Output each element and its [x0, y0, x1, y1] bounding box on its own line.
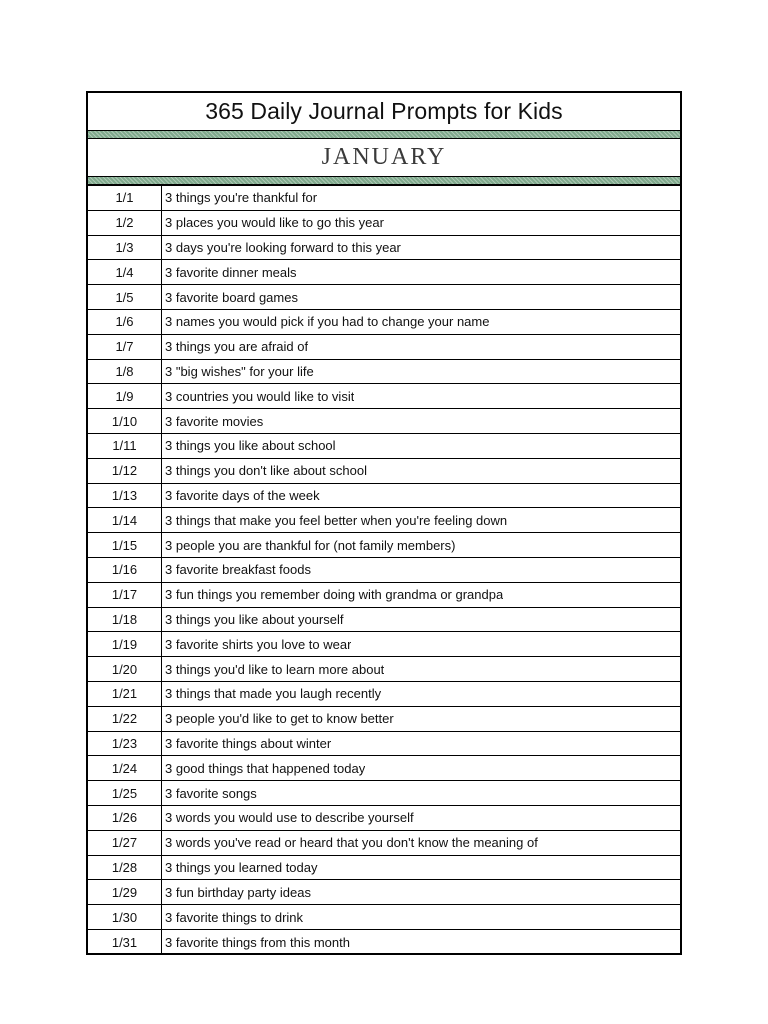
table-row	[88, 310, 680, 335]
date-cell: 1/16	[88, 558, 162, 582]
table-row	[88, 682, 680, 707]
page-title: 365 Daily Journal Prompts for Kids	[205, 98, 563, 124]
decorative-stripe-bottom	[88, 176, 680, 185]
prompt-cell: 3 words you would use to describe yourself	[165, 810, 414, 826]
date-cell: 1/5	[88, 285, 162, 309]
table-row	[88, 434, 680, 459]
prompt-cell: 3 things you'd like to learn more about	[165, 661, 385, 677]
date-cell: 1/13	[88, 484, 162, 508]
prompt-cell: 3 favorite things to drink	[165, 909, 304, 925]
date-cell: 1/4	[88, 260, 162, 284]
prompt-cell: 3 people you are thankful for (not family members)	[165, 537, 456, 553]
table-row	[88, 707, 680, 732]
journal-sheet	[86, 91, 682, 955]
date-cell: 1/17	[88, 583, 162, 607]
table-row	[88, 558, 680, 583]
date-cell: 1/23	[88, 732, 162, 756]
table-row	[88, 781, 680, 806]
decorative-stripe-top	[88, 130, 680, 139]
prompt-cell: 3 things you like about school	[165, 438, 336, 454]
table-row	[88, 632, 680, 657]
table-row	[88, 930, 680, 955]
prompt-cell: 3 fun birthday party ideas	[165, 884, 311, 900]
prompt-cell: 3 names you would pick if you had to change your name	[165, 314, 490, 330]
prompt-cell: 3 things that make you feel better when you're feeling down	[165, 512, 508, 528]
date-cell: 1/18	[88, 608, 162, 632]
date-cell: 1/25	[88, 781, 162, 805]
prompt-cell: 3 favorite movies	[165, 413, 264, 429]
prompt-cell: 3 favorite shirts you love to wear	[165, 636, 352, 652]
date-cell: 1/15	[88, 533, 162, 557]
date-cell: 1/1	[88, 186, 162, 210]
table-row	[88, 608, 680, 633]
prompt-cell: 3 favorite songs	[165, 785, 257, 801]
prompt-cell: 3 "big wishes" for your life	[165, 363, 314, 379]
prompt-cell: 3 places you would like to go this year	[165, 215, 384, 231]
table-row	[88, 409, 680, 434]
prompt-cell: 3 favorite breakfast foods	[165, 562, 311, 578]
table-row	[88, 384, 680, 409]
date-cell: 1/28	[88, 856, 162, 880]
table-row	[88, 236, 680, 261]
prompt-cell: 3 things you like about yourself	[165, 611, 344, 627]
date-cell: 1/21	[88, 682, 162, 706]
prompt-cell: 3 things you are afraid of	[165, 339, 309, 355]
date-cell: 1/6	[88, 310, 162, 334]
date-cell: 1/26	[88, 806, 162, 830]
date-cell: 1/14	[88, 508, 162, 532]
table-row	[88, 484, 680, 509]
prompt-cell: 3 favorite things from this month	[165, 934, 350, 950]
prompt-cell: 3 good things that happened today	[165, 760, 366, 776]
table-row	[88, 285, 680, 310]
date-cell: 1/24	[88, 756, 162, 780]
prompt-cell: 3 things you learned today	[165, 859, 318, 875]
date-cell: 1/30	[88, 905, 162, 929]
date-cell: 1/27	[88, 831, 162, 855]
prompt-cell: 3 people you'd like to get to know better	[165, 711, 394, 727]
date-cell: 1/2	[88, 211, 162, 235]
prompt-cell: 3 fun things you remember doing with grandma or grandpa	[165, 587, 504, 603]
table-row	[88, 335, 680, 360]
date-cell: 1/19	[88, 632, 162, 656]
table-row	[88, 583, 680, 608]
table-row	[88, 360, 680, 385]
table-row	[88, 657, 680, 682]
table-row	[88, 508, 680, 533]
prompt-table	[88, 185, 680, 955]
month-heading: JANUARY	[321, 144, 447, 170]
date-cell: 1/8	[88, 360, 162, 384]
date-cell: 1/3	[88, 236, 162, 260]
date-cell: 1/31	[88, 930, 162, 955]
prompt-cell: 3 things you don't like about school	[165, 463, 367, 479]
prompt-cell: 3 things you're thankful for	[165, 190, 318, 206]
table-row	[88, 806, 680, 831]
date-cell: 1/22	[88, 707, 162, 731]
table-row	[88, 459, 680, 484]
table-row	[88, 732, 680, 757]
date-cell: 1/10	[88, 409, 162, 433]
table-row	[88, 831, 680, 856]
prompt-cell: 3 favorite days of the week	[165, 487, 320, 503]
prompt-cell: 3 countries you would like to visit	[165, 388, 355, 404]
table-row	[88, 186, 680, 211]
table-row	[88, 905, 680, 930]
table-row	[88, 211, 680, 236]
date-cell: 1/20	[88, 657, 162, 681]
table-row	[88, 260, 680, 285]
prompt-cell: 3 days you're looking forward to this year	[165, 239, 401, 255]
date-cell: 1/12	[88, 459, 162, 483]
prompt-cell: 3 favorite board games	[165, 289, 298, 305]
prompt-cell: 3 favorite things about winter	[165, 735, 332, 751]
date-cell: 1/11	[88, 434, 162, 458]
prompt-cell: 3 words you've read or heard that you don't know the meaning of	[165, 835, 538, 851]
table-row	[88, 756, 680, 781]
table-row	[88, 880, 680, 905]
date-cell: 1/9	[88, 384, 162, 408]
prompt-cell: 3 favorite dinner meals	[165, 264, 297, 280]
date-cell: 1/29	[88, 880, 162, 904]
table-row	[88, 533, 680, 558]
table-row	[88, 856, 680, 881]
prompt-cell: 3 things that made you laugh recently	[165, 686, 382, 702]
date-cell: 1/7	[88, 335, 162, 359]
